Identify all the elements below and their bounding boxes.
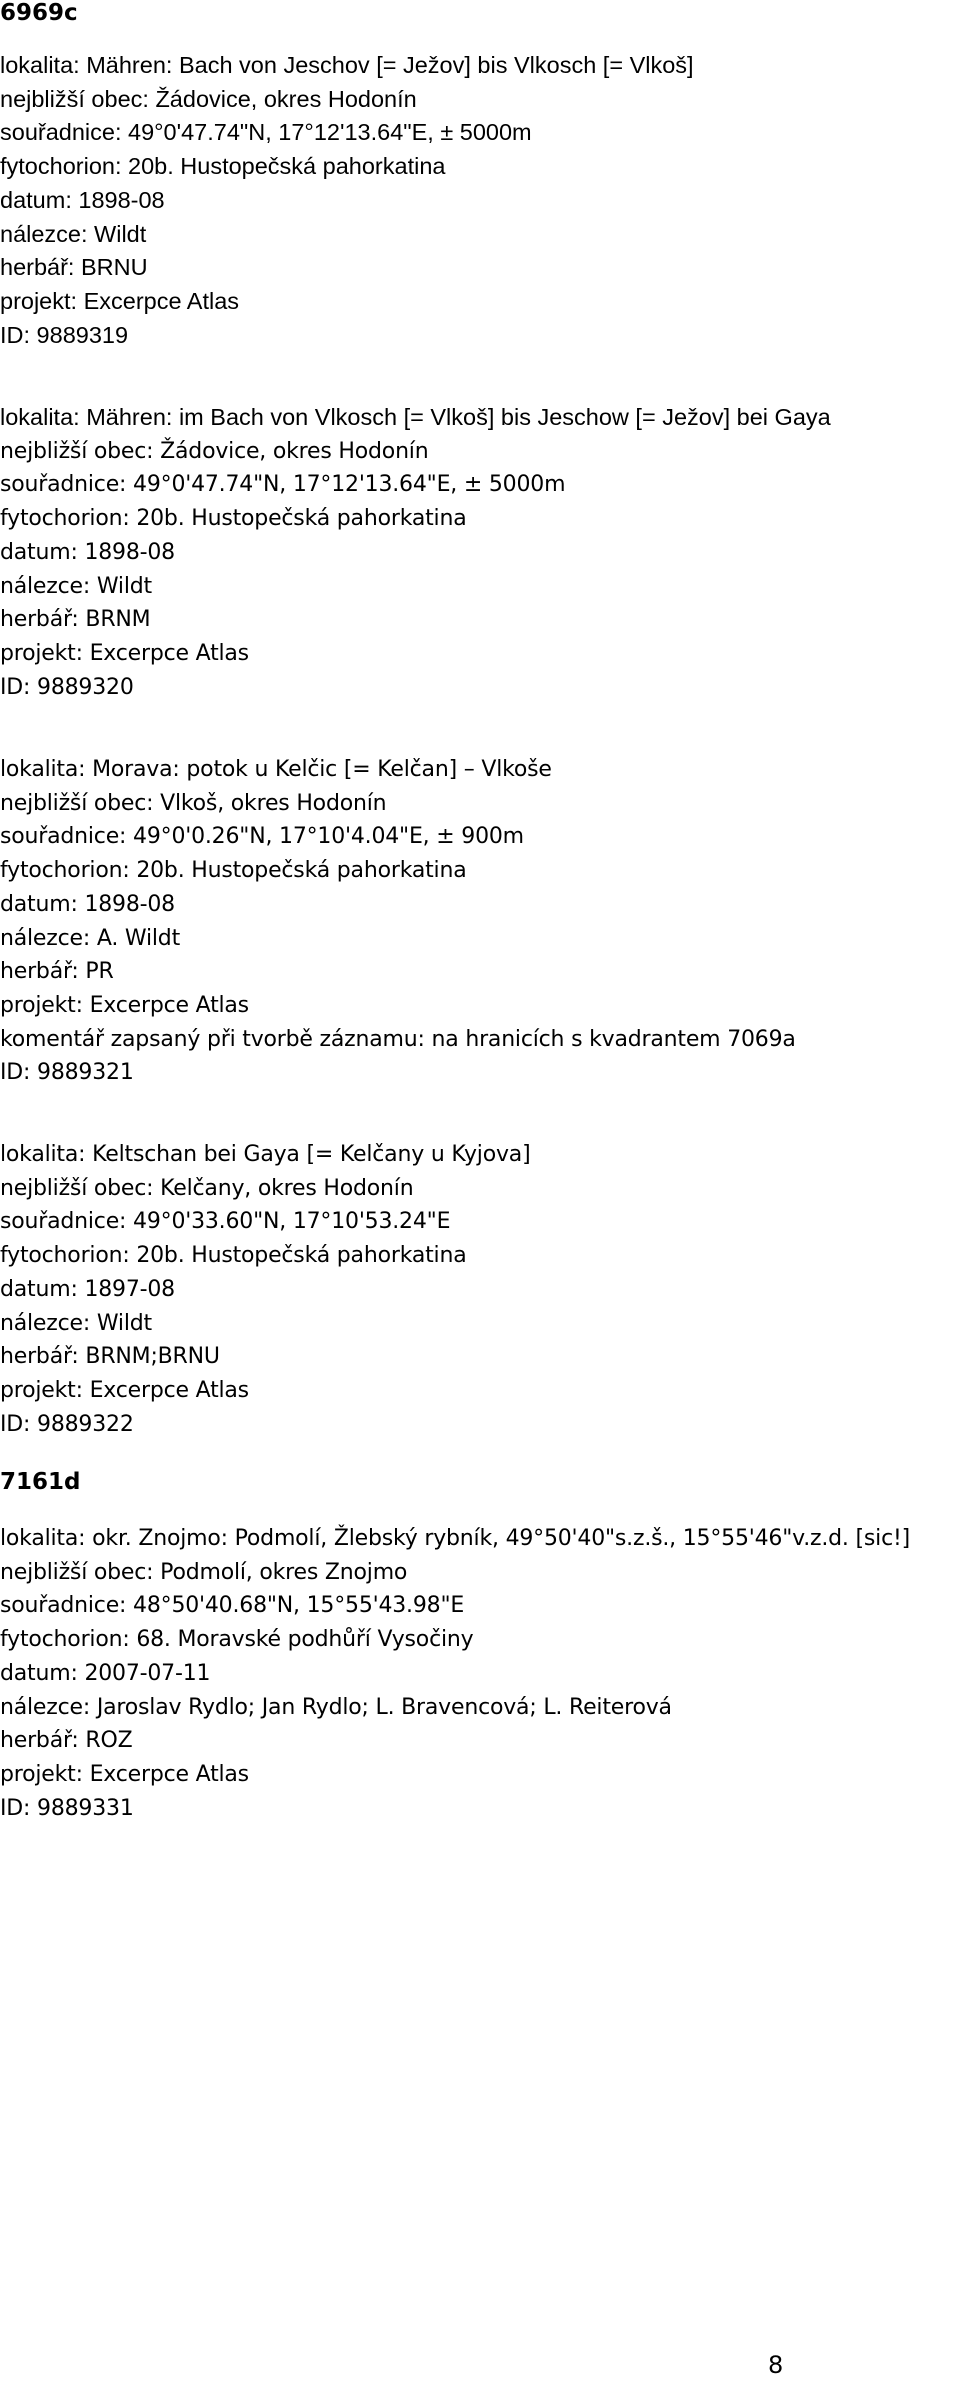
- record: [0, 753, 955, 1090]
- record-field: komentář zapsaný při tvorbě záznamu: na hranicích s kvadrantem 7069a: [0, 1026, 796, 1052]
- record-field: lokalita: Morava: potok u Kelčic [= Kelčan] – Vlkoše: [0, 757, 552, 782]
- record-field: herbář: BRNM;BRNU: [0, 1344, 220, 1370]
- record-field: projekt: Excerpce Atlas: [0, 992, 249, 1018]
- record-field: souřadnice: 49°0'47.74"N, 17°12'13.64"E, ± 5000m: [0, 472, 566, 498]
- record-field: nálezce: Jaroslav Rydlo; Jan Rydlo; L. Bravencová; L. Reiterová: [0, 1694, 672, 1720]
- record-field: lokalita: Keltschan bei Gaya [= Kelčany u Kyjova]: [0, 1142, 531, 1167]
- record-field: herbář: BRNM: [0, 607, 151, 633]
- record-field: ID: 9889319: [0, 321, 129, 348]
- section-heading: 6969c: [0, 0, 78, 26]
- record-field: nejbližší obec: Kelčany, okres Hodonín: [0, 1175, 414, 1201]
- record-field: herbář: ROZ: [0, 1728, 133, 1754]
- record-field: herbář: PR: [0, 959, 114, 985]
- record-field: souřadnice: 49°0'33.60"N, 17°10'53.24"E: [0, 1209, 451, 1235]
- record-field: souřadnice: 48°50'40.68"N, 15°55'43.98"E: [0, 1593, 465, 1619]
- record-field: lokalita: Mähren: im Bach von Vlkosch [= Vlkoš] bis Jeschow [= Ježov] bei Gaya: [0, 404, 831, 430]
- record-field: nálezce: A. Wildt: [0, 925, 180, 951]
- record-field: fytochorion: 20b. Hustopečská pahorkatina: [0, 153, 446, 180]
- record-field: projekt: Excerpce Atlas: [0, 1377, 249, 1403]
- record-field: datum: 1898-08: [0, 539, 175, 565]
- page-number: 8: [768, 2351, 784, 2379]
- record-field: lokalita: Mähren: Bach von Jeschov [= Ježov] bis Vlkosch [= Vlkoš]: [0, 52, 694, 78]
- record-field: fytochorion: 20b. Hustopečská pahorkatina: [0, 858, 467, 884]
- record-field: herbář: BRNU: [0, 254, 148, 281]
- record: [0, 401, 955, 704]
- record-field: nálezce: Wildt: [0, 1310, 152, 1336]
- record-field: projekt: Excerpce Atlas: [0, 1761, 249, 1787]
- section-heading: 7161d: [0, 1469, 81, 1495]
- record-field: souřadnice: 49°0'47.74"N, 17°12'13.64"E, ± 5000m: [0, 119, 532, 146]
- record-field: datum: 1898-08: [0, 186, 165, 213]
- record-field: fytochorion: 20b. Hustopečská pahorkatina: [0, 1243, 467, 1269]
- record-field: nejbližší obec: Žádovice, okres Hodonín: [0, 85, 417, 112]
- record-field: nejbližší obec: Podmolí, okres Znojmo: [0, 1559, 408, 1585]
- record: [0, 1138, 955, 1441]
- record-field: fytochorion: 20b. Hustopečská pahorkatina: [0, 506, 467, 532]
- record-field: nálezce: Wildt: [0, 573, 152, 599]
- record-field: fytochorion: 68. Moravské podhůří Vysočiny: [0, 1627, 474, 1653]
- record: [0, 49, 955, 352]
- record-field: datum: 1897-08: [0, 1276, 175, 1302]
- record-field: projekt: Excerpce Atlas: [0, 640, 249, 666]
- record-field: ID: 9889331: [0, 1795, 134, 1821]
- record-field: nejbližší obec: Vlkoš, okres Hodonín: [0, 790, 387, 816]
- record-field: lokalita: okr. Znojmo: Podmolí, Žlebský rybník, 49°50'40"s.z.š., 15°55'46"v.z.d. [sic!]: [0, 1526, 910, 1551]
- record-field: datum: 1898-08: [0, 891, 175, 917]
- record-field: nálezce: Wildt: [0, 220, 147, 247]
- record-field: ID: 9889322: [0, 1411, 134, 1437]
- record-field: ID: 9889320: [0, 674, 134, 700]
- record-field: nejbližší obec: Žádovice, okres Hodonín: [0, 438, 429, 464]
- record-field: souřadnice: 49°0'0.26"N, 17°10'4.04"E, ± 900m: [0, 824, 524, 850]
- record-field: datum: 2007-07-11: [0, 1660, 211, 1686]
- record: [0, 1522, 955, 1825]
- record-field: ID: 9889321: [0, 1060, 134, 1086]
- record-field: projekt: Excerpce Atlas: [0, 287, 240, 314]
